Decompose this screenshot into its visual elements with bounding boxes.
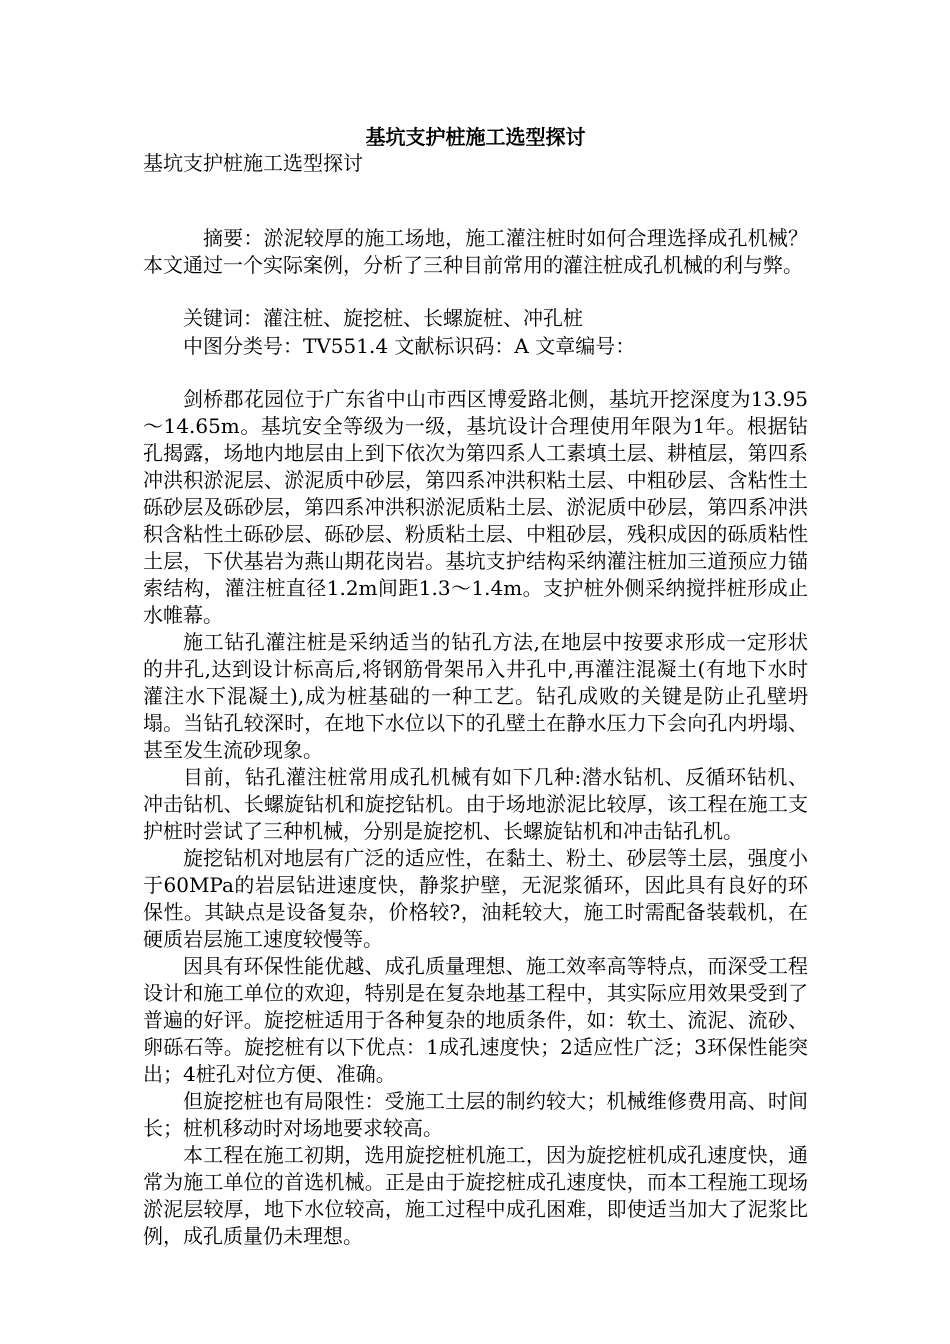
body-paragraph: 旋挖钻机对地层有广泛的适应性，在黏土、粉土、砂层等土层，强度小于60MPa的岩层钻进速度快，静浆护壁，无泥浆循环，因此具有良好的环保性。其缺点是设备复杂，价格较?，油耗较大，施工时需配备装载机，在硬质岩层施工速度较慢等。 xyxy=(143,846,808,951)
body-paragraph: 本工程在施工初期，选用旋挖桩机施工，因为旋挖桩机成孔速度快，通常为施工单位的首选机械。正是由于旋挖桩成孔速度快，而本工程施工现场淤泥层较厚，地下水位较高，施工过程中成孔困难，即使适当加大了泥浆比例，成孔质量仍未理想。 xyxy=(143,1143,808,1248)
classification-line: 中图分类号：TV551.4 文献标识码：A 文章编号： xyxy=(183,334,636,358)
document-page xyxy=(143,124,808,1250)
body-paragraph: 因具有环保性能优越、成孔质量理想、施工效率高等特点，而深受工程设计和施工单位的欢迎，特别是在复杂地基工程中，其实际应用效果受到了普遍的好评。旋挖桩适用于各种复杂的地质条件，如：软土、流泥、流砂、卵砾石等。旋挖桩有以下优点：1成孔速度快；2适应性广泛；3环保性能突出；4桩孔对位方便、准确。 xyxy=(143,954,808,1086)
keywords-line: 关键词：灌注桩、旋挖桩、长螺旋桩、冲孔桩 xyxy=(183,306,583,330)
document-title: 基坑支护桩施工选型探讨 xyxy=(365,125,586,149)
body-paragraph: 但旋挖桩也有局限性：受施工土层的制约较大；机械维修费用高、时间长；桩机移动时对场地要求较高。 xyxy=(143,1089,808,1140)
document-subtitle: 基坑支护桩施工选型探讨 xyxy=(143,151,363,175)
body-paragraph: 施工钻孔灌注桩是采纳适当的钻孔方法,在地层中按要求形成一定形状的井孔,达到设计标高后,将钢筋骨架吊入井孔中,再灌注混凝土(有地下水时灌注水下混凝土),成为桩基础的一种工艺。钻孔成败的关键是防止孔壁坍塌。当钻孔较深时，在地下水位以下的孔壁土在静水压力下会向孔内坍塌、甚至发生流砂现象。 xyxy=(143,630,808,762)
body-paragraph: 剑桥郡花园位于广东省中山市西区博爱路北侧，基坑开挖深度为13.95～14.65m。基坑安全等级为一级，基坑设计合理使用年限为1年。根据钻孔揭露，场地内地层由上到下依次为第四系人工素填土层、耕植层，第四系冲洪积淤泥层、淤泥质中砂层，第四系冲洪积粘土层、中粗砂层、含粘性土砾砂层及砾砂层，第四系冲洪积淤泥质粘土层、淤泥质中砂层，第四系冲洪积含粘性土砾砂层、砾砂层、粉质粘土层、中粗砂层，残积成因的砾质粘性土层，下伏基岩为燕山期花岗岩。基坑支护结构采纳灌注桩加三道预应力锚索结构，灌注桩直径1.2m间距1.3～1.4m。支护桩外侧采纳搅拌桩形成止水帷幕。 xyxy=(143,387,808,627)
abstract-paragraph: 摘要：淤泥较厚的施工场地，施工灌注桩时如何合理选择成孔机械？本文通过一个实际案例，分析了三种目前常用的灌注桩成孔机械的利与弊。 xyxy=(143,226,808,277)
body-paragraph: 目前，钻孔灌注桩常用成孔机械有如下几种:潜水钻机、反循环钻机、冲击钻机、长螺旋钻机和旋挖钻机。由于场地淤泥比较厚，该工程在施工支护桩时尝试了三种机械，分别是旋挖机、长螺旋钻机和冲击钻孔机。 xyxy=(143,765,808,843)
